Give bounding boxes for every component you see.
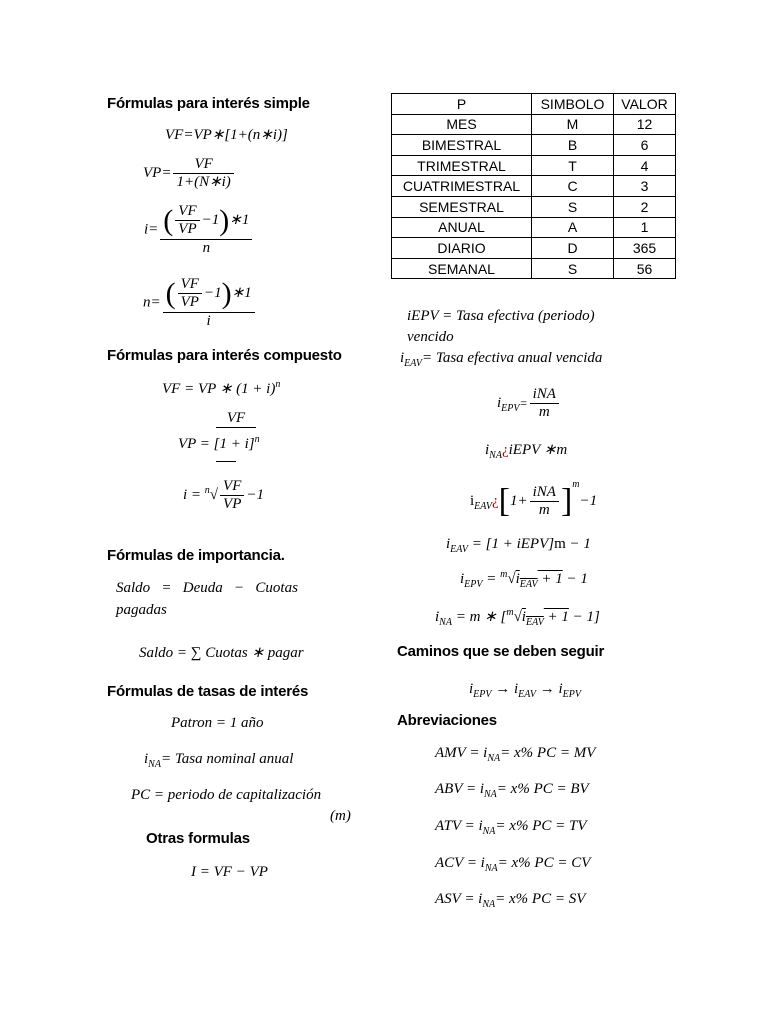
heading-simple-interest: Fórmulas para interés simple <box>107 95 310 112</box>
formula-iepv-from-ieav: $i_{EPV} = ^m√i_{EAV} + 1 - 1$ <box>460 569 588 590</box>
table-cell: 3 <box>614 176 676 197</box>
formula-ina-from-iepv: $i_{NA}¿iEPV$ ∗m <box>485 442 568 461</box>
table-header-row <box>392 94 676 115</box>
abbr-code: ABV <box>435 781 463 797</box>
abbr-code: ACV <box>435 855 464 871</box>
table-cell: CUATRIMESTRAL <box>392 176 532 197</box>
table-header: SIMBOLO <box>532 94 614 115</box>
table-row <box>392 196 676 217</box>
table-row <box>392 238 676 259</box>
heading-rates: Fórmulas de tasas de interés <box>107 683 309 700</box>
table-cell: S <box>532 196 614 217</box>
formula-n-simple: n= ( $\frac{VF}{VP}$ −1)∗1 i <box>143 276 257 330</box>
table-cell: TRIMESTRAL <box>392 155 532 176</box>
table-cell: BIMESTRAL <box>392 135 532 156</box>
abbr-type: BV <box>570 781 589 797</box>
abbr-type: MV <box>573 745 596 761</box>
table-cell: ANUAL <box>392 217 532 238</box>
period-table <box>391 93 676 279</box>
ieav-definition: $i_{EAV}=$ Tasa efectiva anual vencida <box>400 350 603 369</box>
abbr-code: AMV <box>435 745 466 761</box>
formula-ieav-from-iepv: $i_{EAV} = [1$ + iEPV]m − 1 <box>446 536 591 555</box>
table-cell: 2 <box>614 196 676 217</box>
formula-ieav-from-ina: $i_{EAV}¿[1+$ $\frac{\text{iNA}}{m}$ ]$^m$−1 <box>470 479 598 520</box>
abbr-row: ASV = $i_{NA}= x\%$ PC = SV <box>435 891 586 910</box>
table-header: P <box>392 94 532 115</box>
ieav-definition-text: = Tasa efectiva anual vencida <box>422 350 603 366</box>
formula-pc: PC = periodo de capitalización <box>131 787 322 803</box>
abbr-code: ATV <box>435 818 461 834</box>
table-row <box>392 258 676 279</box>
formula-iepv-from-ina: $i_{EPV}=$ $\frac{\text{iNA}}{m}$ <box>497 386 561 422</box>
formula-interest: I = VF − VP <box>191 864 268 880</box>
table-row <box>392 176 676 197</box>
table-cell: 1 <box>614 217 676 238</box>
table-cell: M <box>532 114 614 135</box>
formula-i-simple: i= ( $\frac{VF}{VP}$ −1)∗1 n <box>144 203 254 257</box>
table-cell: SEMESTRAL <box>392 196 532 217</box>
iepv-definition: iEPV = Tasa efectiva (periodo) <box>407 308 595 324</box>
table-cell: D <box>532 238 614 259</box>
table-cell: MES <box>392 114 532 135</box>
formula-saldo: Saldo = Deuda − Cuotas <box>116 580 298 596</box>
abbr-row: ACV = $i_{NA}= x\%$ PC = CV <box>435 855 591 874</box>
table-row <box>392 135 676 156</box>
table-cell: A <box>532 217 614 238</box>
heading-paths: Caminos que se deben seguir <box>397 643 605 660</box>
heading-abbreviations: Abreviaciones <box>397 712 497 729</box>
table-cell: S <box>532 258 614 279</box>
table-row <box>392 217 676 238</box>
formula-vf-compound: VF = VP ∗ $(1 + i)^n$ <box>162 379 281 397</box>
formula-path: $i_{EPV} \to i_{EAV} \to i_{EPV}$ <box>469 681 581 700</box>
formula-vp-compound: VF VP = $[1 + i]^n$ <box>178 410 260 462</box>
heading-compound-interest: Fórmulas para interés compuesto <box>107 347 342 364</box>
formula-saldo-sum: Saldo = ∑ Cuotas ∗ pagar <box>139 645 304 661</box>
table-cell: 4 <box>614 155 676 176</box>
heading-other: Otras formulas <box>146 830 250 847</box>
table-cell: T <box>532 155 614 176</box>
abbr-code: ASV <box>435 891 461 907</box>
table-header: VALOR <box>614 94 676 115</box>
abbr-row: ABV = $i_{NA}= x\%$ PC = BV <box>435 781 589 800</box>
table-cell: DIARIO <box>392 238 532 259</box>
abbr-type: CV <box>571 855 591 871</box>
table-cell: 56 <box>614 258 676 279</box>
ina-definition: = Tasa nominal anual <box>160 751 294 767</box>
table-cell: 6 <box>614 135 676 156</box>
formula-saldo-cont: pagadas <box>116 602 167 618</box>
table-cell: 12 <box>614 114 676 135</box>
table-row <box>392 114 676 135</box>
formula-ina-from-ieav: $i_{NA} = m$ ∗ $[^m√i_{EAV} + 1 - 1]$ <box>435 607 600 628</box>
formula-vp-simple: VP= $\frac{VF}{1+(N∗i)}$ <box>143 156 236 192</box>
abbr-row: ATV = $i_{NA}= x\%$ PC = TV <box>435 818 587 837</box>
table-cell: 365 <box>614 238 676 259</box>
formula-vf-simple: VF=VP∗[1+(n∗i)] <box>165 127 288 143</box>
formula-pc-m: (m) <box>330 808 351 824</box>
formula-i-compound: i = $^n$√ $\frac{VF}{VP}$ −1 <box>183 478 264 513</box>
abbr-type: TV <box>569 818 587 834</box>
abbr-row: AMV = $i_{NA}= x\%$ PC = MV <box>435 745 596 764</box>
table-cell: C <box>532 176 614 197</box>
table-cell: B <box>532 135 614 156</box>
heading-importance: Fórmulas de importancia. <box>107 547 285 564</box>
formula-ina: $i_{NA}=$ Tasa nominal anual <box>144 751 294 770</box>
formula-patron: Patron = 1 año <box>171 715 264 731</box>
abbr-type: SV <box>568 891 586 907</box>
table-cell: SEMANAL <box>392 258 532 279</box>
table-row <box>392 155 676 176</box>
iepv-definition-cont: vencido <box>407 329 454 345</box>
